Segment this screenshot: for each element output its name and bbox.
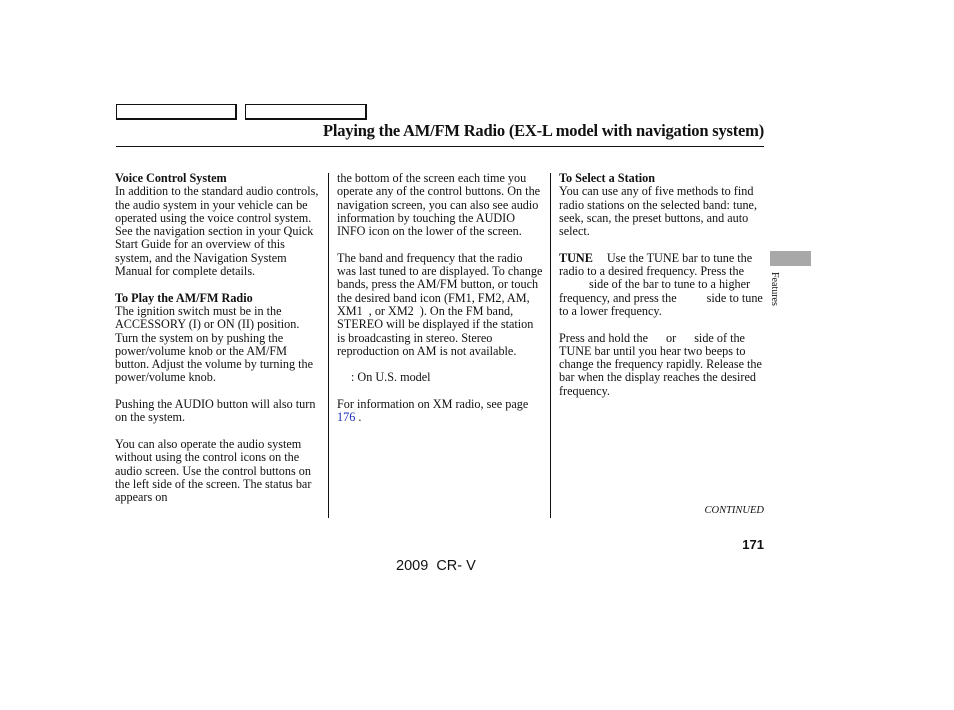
voice-control-section <box>115 172 321 278</box>
us-model-text: : On U.S. model <box>351 370 431 385</box>
band-text-xm2: XM2 <box>388 303 414 318</box>
audio-button-paragraph: Pushing the AUDIO button will also turn on the system. <box>115 397 316 425</box>
section-tab-label: Features <box>769 272 780 306</box>
hold-paragraph <box>559 332 765 398</box>
xm-radio-paragraph <box>337 398 543 425</box>
voice-control-heading: Voice Control System <box>115 171 227 185</box>
hold-text-part-1: Press and hold the <box>559 330 649 345</box>
band-frequency-paragraph <box>337 252 543 358</box>
tune-text-part-1: Use the TUNE bar to tune the radio to a desired frequency. Press the <box>559 250 753 279</box>
text-column-1 <box>115 172 321 518</box>
model-footer: 2009 CR- V <box>396 558 476 574</box>
title-divider <box>116 146 764 147</box>
column-divider-1 <box>328 173 329 518</box>
section-tab-marker <box>770 251 811 266</box>
hold-text-part-3: side of the TUNE bar until you hear two beeps to change the frequency rapidly. Release the bar when the display reaches the desired frequency. <box>559 330 762 398</box>
band-text-part-1: The band and frequency that the radio was last tuned to are displayed. To change bands, press the AM/FM button, or touch the desired band icon (FM1, FM2, AM, XM1 <box>337 250 543 318</box>
page-number: 171 <box>742 537 764 552</box>
tune-label: TUNE <box>559 250 593 265</box>
us-model-note <box>337 371 543 384</box>
play-radio-heading: To Play the AM/FM Radio <box>115 290 253 305</box>
nav-button-index[interactable] <box>245 104 367 120</box>
text-column-3 <box>559 172 765 411</box>
band-text-part-3: ). On the FM band, STEREO will be displayed if the station is broadcasting in stereo. Stereo reproduction on AM is not available. <box>337 303 534 358</box>
page-title: Playing the AM/FM Radio (EX-L model with navigation system) <box>322 121 764 140</box>
xm-radio-text: For information on XM radio, see page <box>337 397 529 412</box>
voice-control-body: In addition to the standard audio controls, the audio system in your vehicle can be operated using the voice control system. See the navigation section in your Quick Start Guide for an overview of this system, and the Navigation System Manual for complete details. <box>115 184 319 279</box>
select-station-section <box>559 172 765 238</box>
band-text-part-2: , or <box>368 303 385 318</box>
select-station-body: You can use any of five methods to find radio stations on the selected band: tune, seek, scan, the preset buttons, and auto select. <box>559 184 757 239</box>
status-bar-paragraph: the bottom of the screen each time you operate any of the control buttons. On the navigation screen, you can also see audio information by touching the AUDIO INFO icon on the lower of the screen. <box>337 171 541 239</box>
select-station-heading: To Select a Station <box>559 171 656 185</box>
play-radio-body: The ignition switch must be in the ACCESSORY (I) or ON (II) position. Turn the system on by pushing the power/volume knob or the AM/FM button. Adjust the volume by turning the power/volume knob. <box>115 303 314 385</box>
column-divider-2 <box>550 173 551 518</box>
continued-label: CONTINUED <box>704 505 764 516</box>
tune-paragraph <box>559 252 765 318</box>
hold-text-part-2: or <box>666 330 677 345</box>
tune-text-part-2: side of the bar to tune to a higher frequency, and press the <box>559 277 751 305</box>
nav-button-main-menu[interactable] <box>116 104 237 120</box>
xm-radio-end: . <box>358 410 362 425</box>
text-column-2 <box>337 172 543 438</box>
xm-page-link[interactable]: 176 <box>337 410 356 425</box>
control-buttons-paragraph: You can also operate the audio system without using the control icons on the audio screen. Use the control buttons on the left side of the screen. The status bar appears on <box>115 436 312 505</box>
play-radio-section <box>115 292 321 385</box>
tune-text-part-3: side to tune to a lower frequency. <box>559 290 763 318</box>
